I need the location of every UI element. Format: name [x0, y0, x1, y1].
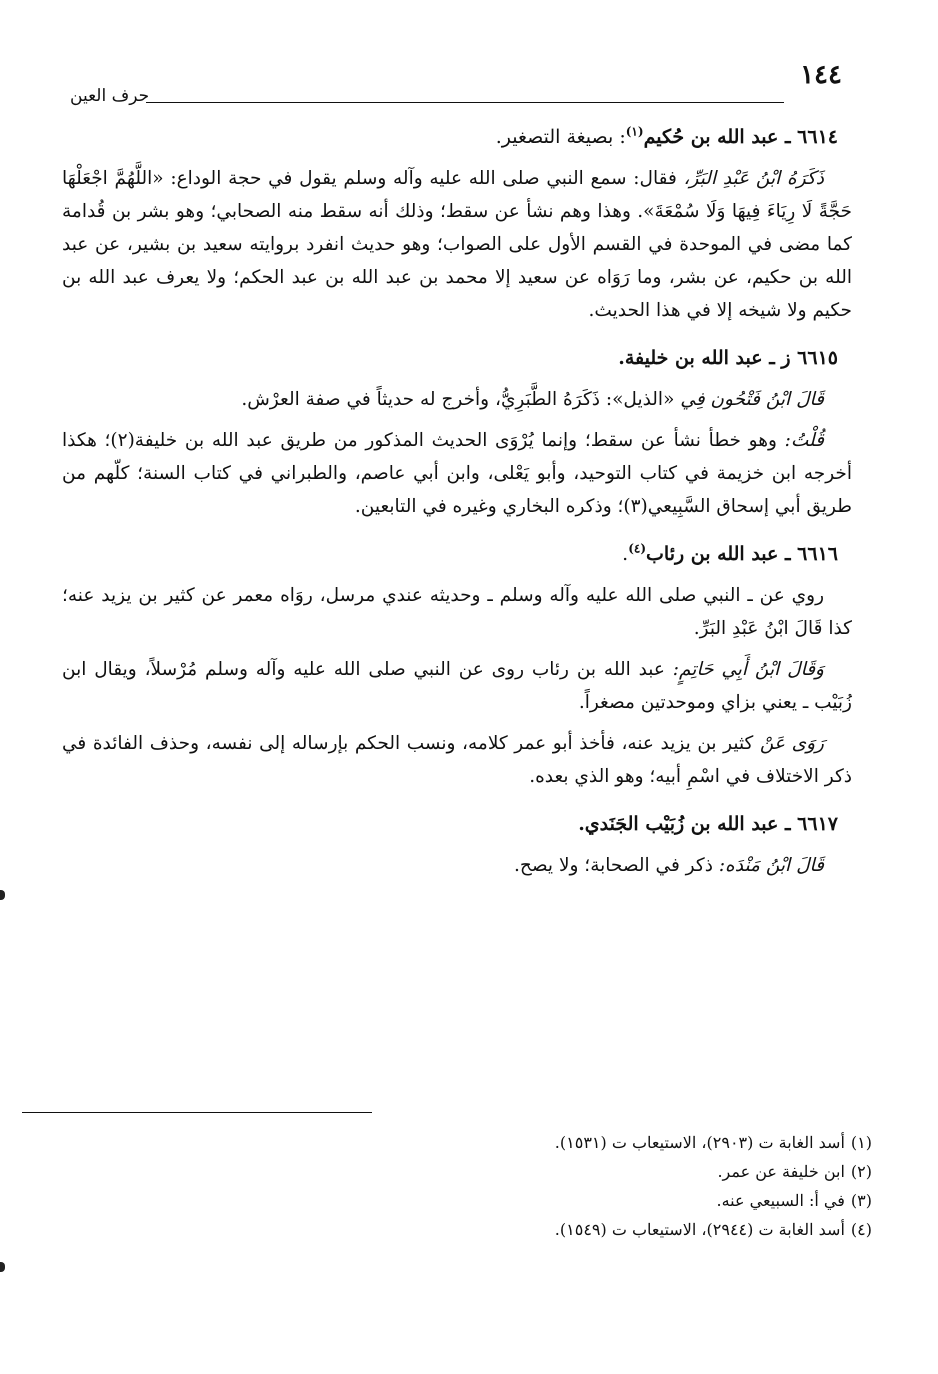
- entry-paragraph: [62, 727, 852, 793]
- paragraph-text: روي عن ـ النبي صلى الله عليه وآله وسلم ـ وحديثه عندي مرسل، روَاه معمر عن كثير بن يزيد عنه؛ كذا قَالَ ابْنُ عَبْدِ البَرِّ.: [62, 585, 852, 639]
- source-lead: قَالَ ابْنُ فَتْحُون فِي: [680, 389, 824, 410]
- entry-6615: [62, 341, 852, 523]
- source-lead: قَالَ ابْنُ مَنْدَه:: [718, 855, 824, 876]
- footnote-separator: [22, 1112, 372, 1113]
- running-title: حرف العين: [70, 86, 150, 106]
- page-number: ١٤٤: [800, 60, 842, 90]
- entry-heading: ٦٦١٥ ز ـ عبد الله بن خليفة.: [618, 347, 838, 369]
- footnote-number: (٣): [850, 1191, 872, 1210]
- entry-6617: [62, 807, 852, 882]
- entry-paragraph: [62, 849, 852, 882]
- paragraph-text: ذكر في الصحابة؛ ولا يصح.: [514, 855, 719, 876]
- source-lead: رَوَى عَنْ: [759, 733, 824, 754]
- footnotes: [72, 1128, 872, 1244]
- footnote-text: ابن خليفة عن عمر.: [717, 1162, 845, 1181]
- source-lead: قُلْتُ:: [784, 430, 824, 451]
- entry-heading: ٦٦١٤ ـ عبد الله بن حُكيم: [643, 126, 838, 148]
- footnote-text: أسد الغابة ت (٢٩٤٤)، الاستيعاب ت (١٥٤٩).: [554, 1220, 845, 1239]
- source-lead: وَقَالَ ابْنُ أَبِي حَاتِمٍ:: [672, 659, 824, 680]
- scan-edge-mark: [0, 890, 5, 900]
- paragraph-text: وهو خطأ نشأ عن سقط؛ وإنما يُرْوَى الحديث المذكور من طريق عبد الله بن خليفة(٢)؛ هكذا أخرجه ابن خزيمة في كتاب التوحيد، وأبو يَعْلى، وابن أبي عاصم، والطبراني في كتاب السنة؛ كلّهم من طريق أبي إسحاق السَّبِيعي(٣)؛ وذكره البخاري وغيره في التابعين.: [62, 430, 852, 517]
- entry-6614: [62, 120, 852, 327]
- footnote-item: [72, 1157, 872, 1186]
- entry-heading-rest: .: [622, 543, 629, 565]
- scan-edge-mark: [0, 1262, 5, 1272]
- footnote-number: (٢): [850, 1162, 872, 1181]
- footnote-item: [72, 1215, 872, 1244]
- book-page: [62, 56, 852, 890]
- entry-title: [62, 537, 838, 571]
- entry-paragraph: [62, 579, 852, 645]
- entry-heading: ٦٦١٦ ـ عبد الله بن رئاب: [646, 543, 838, 565]
- entry-title: [62, 341, 838, 375]
- footnote-ref: (٤): [628, 541, 647, 556]
- footnote-number: (١): [850, 1133, 872, 1152]
- entry-title: [62, 807, 838, 841]
- footnote-number: (٤): [850, 1220, 872, 1239]
- entry-title: [62, 120, 838, 154]
- entry-paragraph: [62, 383, 852, 416]
- entry-6616: [62, 537, 852, 793]
- source-lead: ذَكَرَهُ ابْنُ عَبْدِ البَرِّ،: [683, 168, 824, 189]
- paragraph-text: فقال: سمع النبي صلى الله عليه وآله وسلم يقول في حجة الوداع: «اللَّهُمَّ اجْعَلْهَا حَجَّةً لَا رِيَاءَ فِيهَا وَلَا سُمْعَةَ». وهذا وهم نشأ عن سقط؛ وذلك أنه سقط منه الصحابي؛ وهو بشر بن قُدامة كما مضى في الموحدة في القسم الأول على الصواب؛ وهو حديث انفرد بروايته سعيد بن بشير، عن عبد الله بن حكيم، عن بشر، وما رَوَاه عن سعيد إلا محمد بن عبد الله بن عبد الحكم؛ ولا يعرف عبد الله بن حكيم ولا شيخه إلا في هذا الحديث.: [62, 168, 852, 321]
- entry-heading-rest: : بصيغة التصغير.: [495, 126, 626, 148]
- footnote-item: [72, 1186, 872, 1215]
- entry-paragraph: [62, 653, 852, 719]
- header-rule: [146, 102, 784, 103]
- footnote-text: في أ: السبيعي عنه.: [716, 1191, 845, 1210]
- entry-heading: ٦٦١٧ ـ عبد الله بن زُبَيْب الجَنَدي.: [578, 813, 838, 835]
- footnote-text: أسد الغابة ت (٢٩٠٣)، الاستيعاب ت (١٥٣١).: [554, 1133, 845, 1152]
- entry-paragraph: [62, 162, 852, 327]
- footnote-ref: (١): [625, 124, 644, 139]
- paragraph-text: كثير بن يزيد عنه، فأخذ أبو عمر كلامه، ونسب الحكم بإرساله إلى نفسه، وحذف الفائدة في ذكر الاختلاف في اسْمِ أبيه؛ وهو الذي بعده.: [62, 733, 852, 787]
- entry-paragraph: [62, 424, 852, 523]
- page-header: [62, 56, 852, 106]
- paragraph-text: «الذيل»: ذَكَرَهُ الطَّبَرِيُّ، وأخرج له حديثاً في صفة العرْش.: [241, 389, 681, 410]
- paragraph-text: عبد الله بن رئاب روى عن النبي صلى الله عليه وآله وسلم مُرْسلاً، ويقال ابن زُبَيْب ـ يعني بزاي وموحدتين مصغراً.: [62, 659, 852, 713]
- footnote-item: [72, 1128, 872, 1157]
